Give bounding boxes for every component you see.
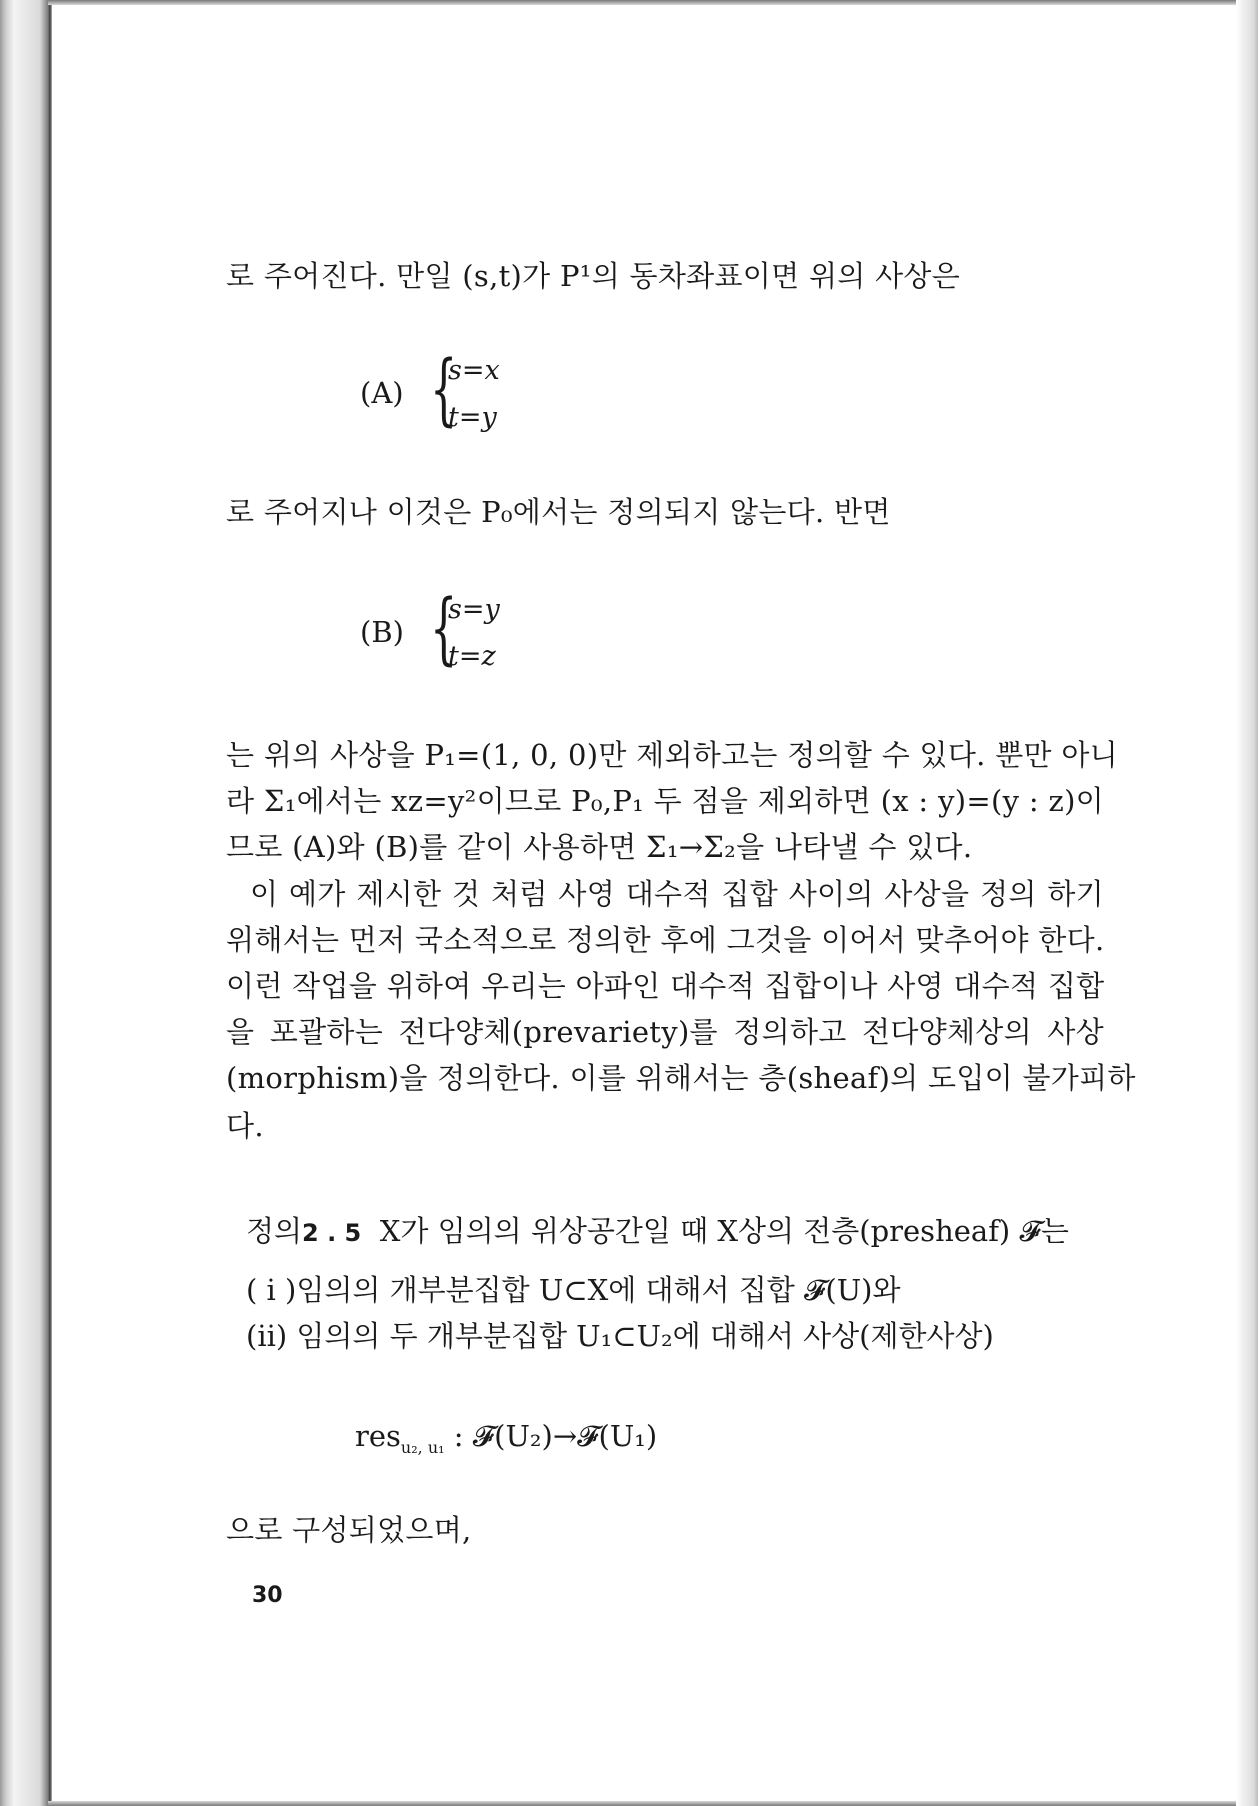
text-line-2: 로 주어지나 이것은 P₀에서는 정의되지 않는다. 반면 (226, 495, 891, 529)
text-line-11: 다. (226, 1109, 264, 1143)
page-bottom-edge (48, 1801, 1258, 1806)
text-line-9: 을 포괄하는 전다양체(prevariety)를 정의하고 전다양체상의 사상 (226, 1015, 1104, 1049)
equation-a-row-1: s=x (448, 355, 500, 386)
equation-b-brace: { (430, 584, 458, 674)
definition-label: 정의 (246, 1214, 303, 1248)
page-right-edge (1236, 0, 1258, 1806)
restriction-map-formula (355, 1418, 657, 1466)
formula-map: : 𝓕(U₂)→𝓕(U₁) (444, 1419, 658, 1453)
text-line-8: 이런 작업을 위하여 우리는 아파인 대수적 집합이나 사영 대수적 집합 (226, 969, 1105, 1003)
page-number: 30 (252, 1583, 283, 1608)
text-line-7: 위해서는 먼저 국소적으로 정의한 후에 그것을 이어서 맞추어야 한다. (226, 923, 1105, 957)
equation-a-row-2: t=y (448, 402, 497, 433)
equation-b-row-1: s=y (448, 594, 500, 625)
text-line-4: 라 Σ₁에서는 xz=y²이므로 P₀,P₁ 두 점을 제외하면 (x : y)=(y : z)이 (226, 784, 1104, 818)
text-line-1: 로 주어진다. 만일 (s,t)가 P¹의 동차좌표이면 위의 사상은 (226, 259, 961, 293)
equation-b-row-2: t=z (448, 641, 496, 672)
equation-a-brace: { (430, 345, 458, 435)
text-line-3: 는 위의 사상을 P₁=(1, 0, 0)만 제외하고는 정의할 수 있다. 뿐만 아니 (226, 738, 1118, 772)
text-line-5: 므로 (A)와 (B)를 같이 사용하면 Σ₁→Σ₂을 나타낼 수 있다. (226, 830, 973, 864)
definition-item-ii: (ii) 임의의 두 개부분집합 U₁⊂U₂에 대해서 사상(제한사상) (246, 1319, 994, 1353)
text-line-6: 이 예가 제시한 것 처럼 사영 대수적 집합 사이의 사상을 정의 하기 (250, 877, 1104, 911)
page-top-edge (48, 0, 1258, 5)
formula-res: res (355, 1419, 401, 1453)
formula-subscript: u₂, u₁ (400, 1437, 445, 1457)
definition-statement: X가 임의의 위상공간일 때 X상의 전층(presheaf) 𝓕는 (379, 1214, 1069, 1248)
definition-heading (246, 1213, 1069, 1251)
book-binding-edge (0, 0, 52, 1806)
definition-item-i: ( i )임의의 개부분집합 U⊂X에 대해서 집합 𝓕(U)와 (246, 1273, 901, 1307)
definition-number: 2 . 5 (302, 1219, 362, 1247)
text-line-10: (morphism)을 정의한다. 이를 위해서는 층(sheaf)의 도입이 불가피하 (226, 1061, 1136, 1095)
equation-a-label: (A) (360, 376, 404, 410)
equation-b-label: (B) (360, 615, 404, 649)
text-line-12: 으로 구성되었으며, (226, 1513, 472, 1547)
